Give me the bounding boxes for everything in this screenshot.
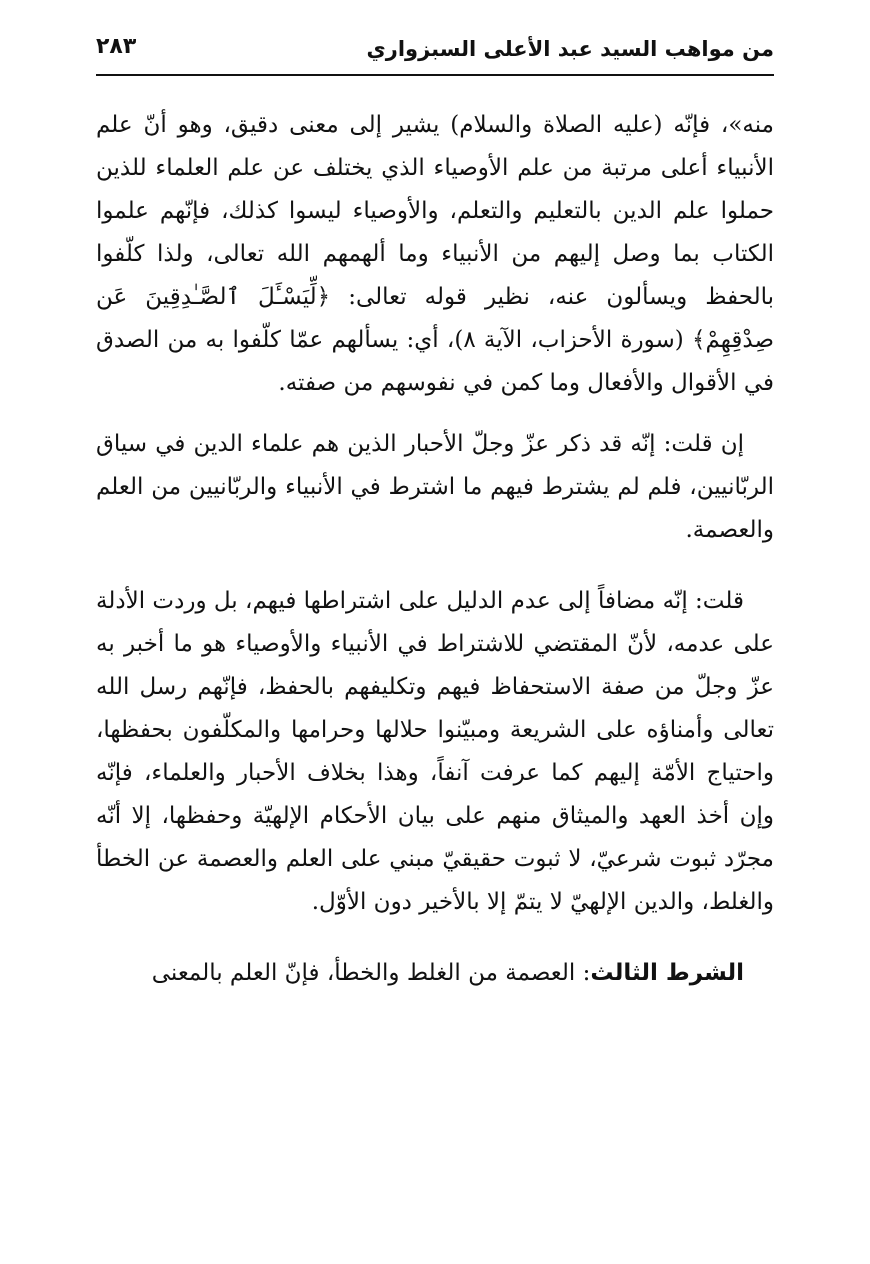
paragraph-2: إن قلت: إنّه قد ذكر عزّ وجلّ الأحبار الذين هم علماء الدين في سياق الربّانيين، فلم لم يشترط فيهم ما اشترط في الأنبياء والربّانيين من العلم والعصمة. [96,431,774,543]
running-header [96,28,774,72]
paragraph-4-text: : العصمة من الغلط والخطأ، فإنّ العلم بالمعنى [151,960,591,986]
header-divider [96,74,774,76]
book-title: من مواهب السيد عبد الأعلى السبزواري [366,37,774,61]
paragraph-4 [96,952,774,995]
paragraph-4-lead: الشرط الثالث [590,960,744,986]
main-text [96,104,774,1013]
paragraph-3: قلت: إنّه مضافاً إلى عدم الدليل على اشتراطها فيهم، بل وردت الأدلة على عدمه، لأنّ المقتضي للاشتراط في الأنبياء والأوصياء هو ما أخبر به عزّ وجلّ من صفة الاستحفاظ فيهم وتكليفهم بالحفظ، فإنّهم رسل الله تعالى وأمناؤه على الشريعة ومبيّنوا حلالها وحرامها والمكلّفون بحفظها، واحتياج الأمّة إليهم كما عرفت آنفاً، وهذا بخلاف الأحبار والعلماء، فإنّه وإن أخذ العهد والميثاق منهم على بيان الأحكام الإلهيّة وحفظها، إلا أنّه مجرّد ثبوت شرعيّ، لا ثبوت حقيقيّ مبني على العلم والعصمة عن الخطأ والغلط، والدين الإلهيّ لا يتمّ إلا بالأخير دون الأوّل. [96,588,774,915]
paragraph-1: منه»، فإنّه (عليه الصلاة والسلام) يشير إلى معنى دقيق، وهو أنّ علم الأنبياء أعلى مرتبة من علم الأوصياء الذي يختلف عن علم العلماء للذين حملوا علم الدين بالتعليم والتعلم، والأوصياء ليسوا كذلك، فإنّهم علموا الكتاب بما وصل إليهم من الأنبياء وما ألهمهم الله تعالى، ولذا كلّفوا بالحفظ ويسألون عنه، نظير قوله تعالى: ﴿لِّيَسْـَٔلَ ٱلصَّـٰدِقِينَ عَن صِدْقِهِمْ﴾ (سورة الأحزاب، الآية ٨)، أي: يسألهم عمّا كلّفوا به من الصدق في الأقوال والأفعال وما كمن في نفوسهم من صفته. [96,112,774,396]
page-number: ٢٨٣ [96,34,137,59]
